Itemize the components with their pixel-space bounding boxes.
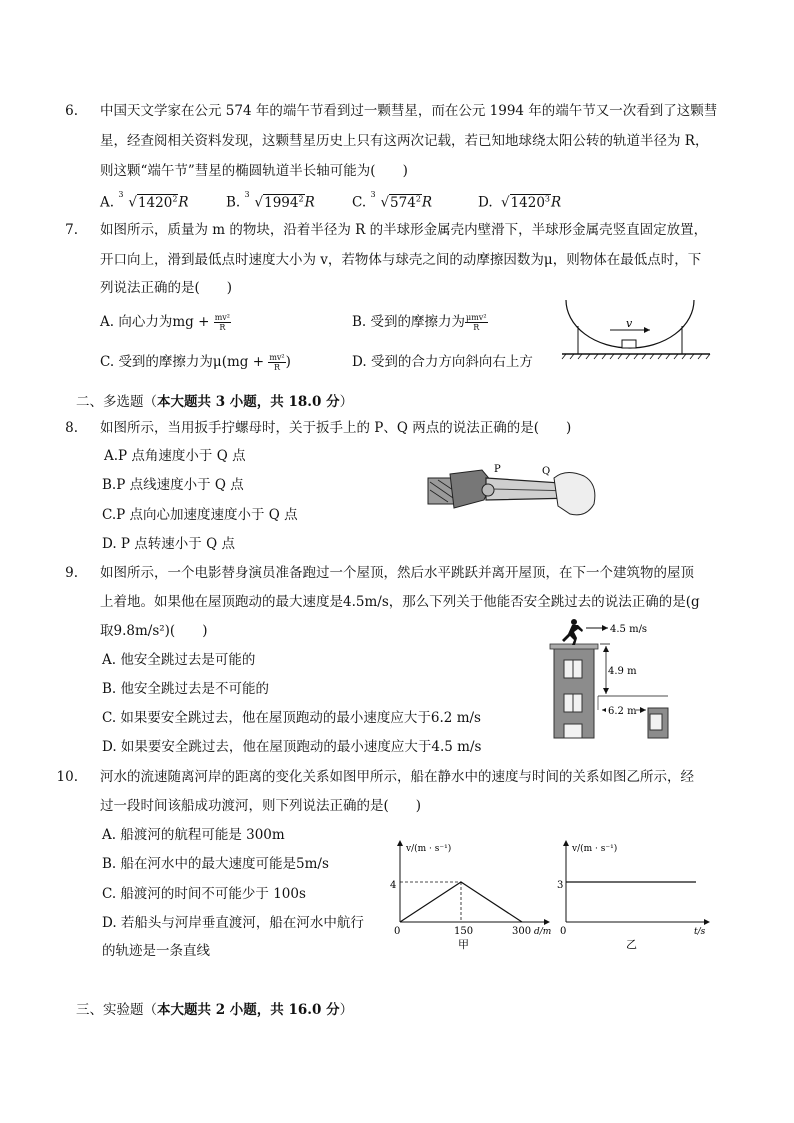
question-number: 6. [65,103,78,119]
y-tick-4: 4 [390,880,397,891]
arrow-head [644,327,650,333]
question-text: 则这颗“端午节”彗星的椭圆轨道半长轴可能为( ) [100,163,408,179]
option-d[interactable]: D. √1420$^3$R [478,189,561,213]
option-a[interactable]: A. 向心力为mg + $\frac{\text{mv²}}{R}$ [100,313,230,332]
option-a[interactable]: A. 3 √1420$^2$R [100,190,189,211]
question-text: 中国天文学家在公元 574 年的端午节看到过一颗彗星，而在公元 1994 年的端午节又一次看到了这颗彗 [100,103,718,119]
section-heading: 二、多选题（本大题共 3 小题，共 18.0 分） [76,394,354,410]
question-text: 上着地。如果他在屋顶跑动的最大速度是4.5m/s，那么下列关于他能否安全跳过去的说法正确的是(g [100,594,700,610]
option-b[interactable]: B.P 点线速度小于 Q 点 [102,477,244,493]
y-axis-arrow [397,840,403,846]
block [622,340,636,348]
radical: 3 √1420$^2$ [118,190,178,211]
x-tick-150: 150 [454,926,474,937]
option-c[interactable]: C. 如果要安全跳过去，他在屋顶跑动的最小速度应大于6.2 m/s [102,710,481,726]
option-b[interactable]: B. 他安全跳过去是不可能的 [102,681,270,697]
rooftop-jump-figure [546,614,670,740]
radical: 3 √1994$^2$ [244,190,304,211]
question-text: 如图所示，质量为 m 的物块，沿着半径为 R 的半球形金属壳内壁滑下，半球形金属壳竖直固定放置， [100,222,708,238]
question-number: 7. [65,222,78,238]
hemisphere-figure [560,296,712,360]
radical: 3 $√574^2$ [370,190,421,211]
label-p: P [494,464,501,475]
hand [554,472,595,514]
label-q: Q [542,466,551,477]
fraction: $\frac{\text{mv²}}{R}$ [269,353,285,372]
option-d[interactable]: D. P 点转速小于 Q 点 [102,536,235,552]
x-tick-0: 0 [394,926,401,937]
x-tick-0: 0 [560,926,567,937]
x-axis-arrow [544,919,550,925]
chart-caption: 乙 [626,938,637,951]
question-text: 星，经查阅相关资料发现，这颗彗星历史上只有这两次记载，若已知地球绕太阳公转的轨道半径为 R， [100,133,709,149]
speed-label: 4.5 m/s [610,624,648,635]
y-axis-arrow [563,840,569,846]
y-axis-label: v/(m · s⁻¹) [406,844,452,854]
question-number: 9. [65,565,78,581]
gap-label: 6.2 m [608,706,637,717]
option-c[interactable]: C. 3 $√574^2R$ [352,190,433,211]
option-b[interactable]: B. 受到的摩擦力为 $\frac{\text{μmv²}}{R}$ [352,313,487,332]
option-d[interactable]: D. 若船头与河岸垂直渡河，船在河水中航行 [102,915,364,931]
option-a[interactable]: A.P 点角速度小于 Q 点 [104,448,246,464]
option-b[interactable]: B. 3 √1994$^2$R [226,190,315,211]
radical: √1420$^3$ [500,194,550,211]
option-a[interactable]: A. 他安全跳过去是可能的 [102,652,256,668]
question-text: 如图所示，一个电影替身演员准备跑过一个屋顶，然后水平跳跃并离开屋顶，在下一个建筑物的屋顶 [100,565,694,581]
option-d[interactable]: D. 受到的合力方向斜向右上方 [352,354,533,370]
runner-icon [562,619,583,645]
question-text: 如图所示，当用扳手拧螺母时，关于扳手上的 P、Q 两点的说法正确的是( ) [100,420,572,436]
option-d[interactable]: D. 如果要安全跳过去，他在屋顶跑动的最小速度应大于4.5 m/s [102,739,482,755]
question-number: 10. [56,769,78,785]
wrench-figure [426,460,602,530]
question-number: 8. [65,420,78,436]
option-d-continued: 的轨迹是一条直线 [102,943,210,959]
option-c[interactable]: C.P 点向心加速度速度小于 Q 点 [102,507,298,523]
option-c[interactable]: C. 船渡河的时间不可能少于 100s [102,886,306,902]
x-axis-label: t/s [694,927,706,937]
x-axis-label: d/m [534,927,552,937]
option-c[interactable]: C. 受到的摩擦力为μ(mg + $\frac{\text{mv²}}{R}$ ) [100,353,291,372]
x-tick-300: 300 [512,926,532,937]
question-text: 河水的流速随离河岸的距离的变化关系如图甲所示，船在静水中的速度与时间的关系如图乙所示，经 [100,769,694,785]
question-text: 取9.8m/s²)( ) [100,623,208,639]
fraction: $\frac{\text{mv²}}{R}$ [214,313,230,332]
velocity-label: v [626,317,633,330]
section-heading: 三、实验题（本大题共 2 小题，共 16.0 分） [76,1002,354,1018]
y-tick-3: 3 [557,880,564,891]
height-label: 4.9 m [608,666,637,677]
question-text: 开口向上，滑到最低点时速度大小为 v，若物体与球壳之间的动摩擦因数为μ，则物体在最低点时，下 [100,252,702,268]
question-text: 过一段时间该船成功渡河，则下列说法正确的是( ) [100,798,422,814]
y-axis-label: v/(m · s⁻¹) [572,844,618,854]
river-speed-chart [384,836,556,956]
option-a[interactable]: A. 船渡河的航程可能是 300m [102,827,285,843]
chart-caption: 甲 [458,938,469,951]
question-text: 列说法正确的是( ) [100,280,233,296]
fraction: $\frac{\text{μmv²}}{R}$ [466,313,487,332]
x-axis-arrow [704,919,710,925]
boat-speed-chart [556,836,716,956]
option-b[interactable]: B. 船在河水中的最大速度可能是5m/s [102,856,329,872]
